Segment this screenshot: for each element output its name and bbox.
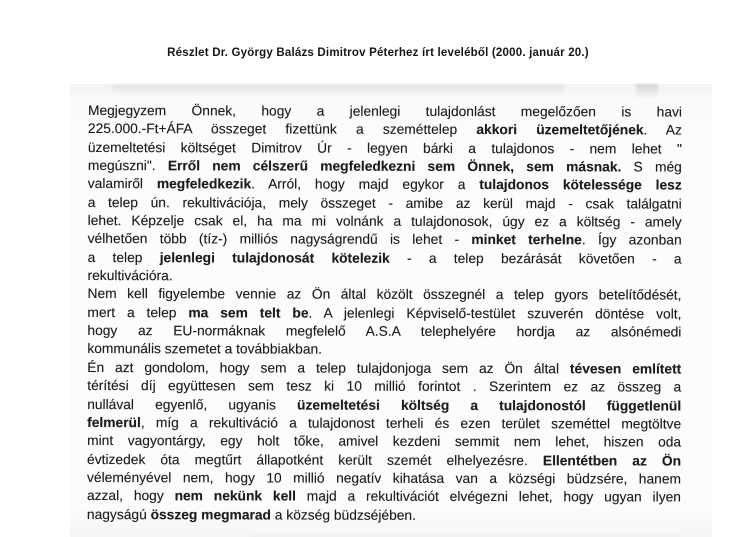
letter-text: mint vagyontárgy, egy holt tőke, amivel kezdeni semmit nem lehet, hiszen oda: [87, 433, 682, 450]
scanned-letter-image: [70, 84, 712, 537]
letter-line: [87, 432, 681, 452]
letter-text-bold: összeg megmarad: [150, 506, 272, 523]
letter-line: [88, 139, 682, 159]
letter-text-bold: minket terhelne: [471, 232, 582, 248]
letter-line: [87, 451, 681, 471]
letter-line: [88, 175, 682, 195]
letter-text: , míg a rekultiváció a tulajdonost terheli és ezen terület szeméttel megtöltve: [140, 414, 682, 432]
letter-text-bold: felmerül: [87, 414, 141, 430]
letter-text: nullával egyenlő, ugyanis: [87, 396, 298, 413]
letter-line: [87, 322, 681, 342]
letter-text: . Az: [643, 122, 682, 138]
letter-line: [87, 414, 681, 434]
letter-line: [88, 102, 682, 122]
letter-text: a telep: [87, 249, 160, 265]
scan-artifact-corner-band: [636, 84, 658, 97]
letter-text: térítési díj együttesen sem tesz ki 10 millió forintot . Szerintem ez az összeg a: [87, 378, 682, 395]
letter-text: Én azt gondolom, hogy sem a telep tulajdonjoga sem az Ön által: [87, 359, 570, 377]
letter-text: Nem kell figyelembe vennie az Ön által közölt összegnél a telep gyors betelítődését,: [87, 286, 682, 303]
letter-text: üzemeltetési költséget Dimitrov Úr - legyen bárki a tulajdonos - nem lehet ": [87, 139, 682, 157]
letter-text: a község büdzséjében.: [270, 507, 416, 523]
letter-text: kommunális szemetet a továbbiakban.: [87, 341, 323, 358]
letter-text: évtizedek óta megtűrt állapotként került szemét elhelyezésre.: [87, 451, 543, 468]
letter-body-text: [87, 102, 682, 525]
letter-text: rekultivációra.: [87, 268, 173, 284]
letter-text: hogy az EU-normáknak megfelelő A.S.A telephelyére hordja az alsónémedi: [87, 323, 682, 340]
letter-text: 225.000.-Ft+ÁFA összeget fizettünk a szeméttelep: [87, 121, 477, 138]
letter-text: mert a telep: [87, 304, 189, 321]
document-title: Részlet Dr. György Balázs Dimitrov Péterhez írt leveléből (2000. január 20.): [167, 47, 589, 59]
letter-text: majd a rekultivációt elvégezni lehet, hogy ugyan ilyen: [295, 488, 681, 505]
letter-line: [87, 304, 681, 324]
scan-artifact-bottom-band: [250, 530, 680, 537]
scan-artifact-top-band: [112, 85, 564, 94]
letter-text-bold: tulajdonos kötelessége lesz: [479, 177, 682, 193]
letter-text-bold: Erről nem célszerű megfeledkezni sem Önnek, sem másnak.: [167, 158, 622, 175]
letter-text: . Arról, hogy majd egykor a: [251, 176, 480, 193]
letter-text: . A jelenlegi Képviselő-testület szuverén döntése volt,: [308, 305, 682, 322]
letter-line: [88, 120, 682, 140]
letter-line: [88, 230, 682, 250]
letter-text-bold: nem nekünk kell: [174, 488, 296, 504]
letter-text: a telep ún. rekultivációja, mely összeget - amibe az kerül majd - csak találgatni: [87, 194, 682, 212]
letter-text-bold: tévesen említett: [569, 361, 682, 377]
letter-line: [88, 157, 682, 177]
letter-text-bold: jelenlegi tulajdonosát kötelezik: [159, 249, 390, 266]
letter-line: [87, 359, 681, 379]
letter-text: Megjegyzem Önnek, hogy a jelenlegi tulajdonlást megelőzően is havi: [87, 103, 682, 120]
letter-line: [88, 267, 682, 287]
letter-line: [87, 487, 681, 507]
letter-text: S még: [621, 159, 682, 175]
letter-line: [88, 249, 682, 269]
letter-line: [87, 395, 681, 415]
letter-text: lehet. Képzelje csak el, ha ma mi volnánk a tulajdonosok, úgy ez a költség - amely: [87, 213, 682, 230]
letter-line: [87, 340, 681, 360]
letter-text: nagyságú: [86, 506, 151, 522]
letter-line: [88, 212, 682, 232]
letter-text: vélhetően több (tíz-) milliós nagyságrendű is lehet -: [87, 231, 472, 248]
letter-text-bold: akkori üzemeltetőjének: [476, 122, 644, 138]
letter-text: valamiről: [87, 176, 157, 192]
letter-text-bold: megfeledkezik: [156, 176, 252, 192]
letter-text-bold: ma sem telt be: [188, 305, 309, 321]
letter-text-bold: üzemeltetési költség a tulajdonostól függetlenül: [297, 397, 682, 414]
letter-text: azzal, hogy: [86, 488, 175, 504]
letter-text: megúszni".: [87, 158, 168, 174]
letter-line: [87, 506, 681, 526]
letter-line: [88, 194, 682, 214]
letter-line: [87, 285, 681, 305]
letter-text: . Így azonban: [581, 232, 682, 248]
letter-text-bold: Ellentétben az Ön: [542, 452, 682, 469]
letter-line: [87, 469, 681, 489]
letter-text: véleményével nem, hogy 10 millió negatív kihatása van a községi büdzsére, hanem: [86, 469, 682, 487]
letter-text: - a telep bezárását követően - a: [389, 250, 682, 267]
letter-line: [87, 377, 681, 397]
